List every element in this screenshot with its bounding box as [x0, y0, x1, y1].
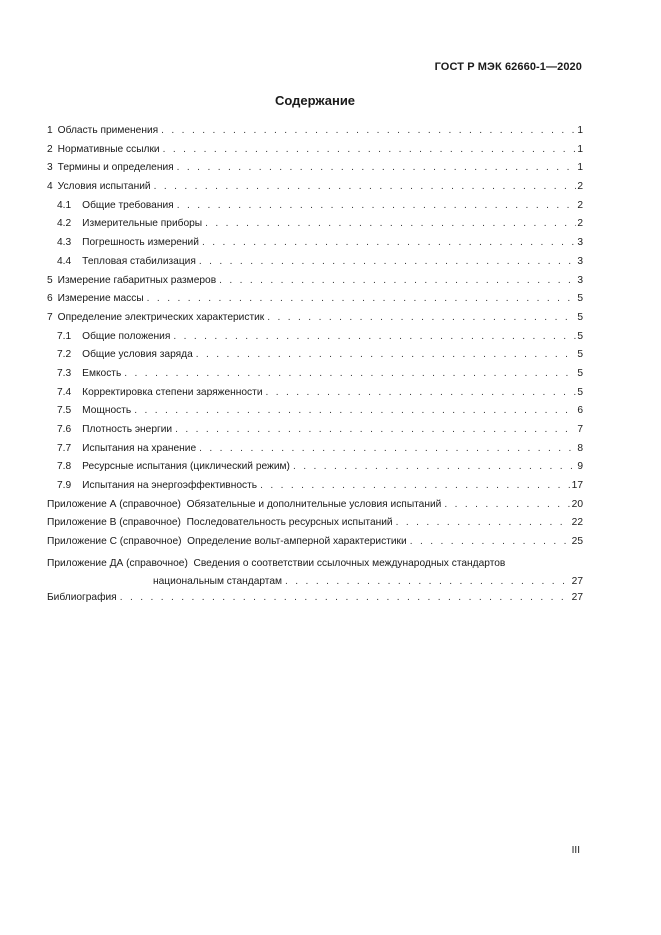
toc-item-4-1[interactable]: [47, 200, 583, 219]
toc-item-number: 1: [47, 125, 53, 136]
toc-item-page: 17: [571, 480, 583, 492]
leader-dots: [396, 517, 571, 529]
toc-item-number: 4.1: [57, 199, 72, 211]
toc-item-page: 5: [577, 349, 583, 361]
leader-dots: [124, 368, 576, 380]
toc-item-7-9[interactable]: [47, 480, 583, 499]
toc-item-label: Измерение массы: [57, 293, 144, 305]
leader-dots: [120, 592, 571, 604]
toc-item-page: 6: [577, 405, 583, 417]
toc-item-4-2[interactable]: [47, 218, 583, 237]
toc-item-page: 3: [577, 255, 583, 267]
toc-item-page: 27: [571, 591, 583, 603]
toc-item-number: 4.4: [57, 255, 72, 267]
toc-item-label: Приложение ДА (справочное) Сведения о соответствии ссылочных международных стандартов: [47, 557, 506, 569]
toc-item-label: Определение электрических характеристик: [57, 311, 265, 323]
toc-item-number: 7.3: [57, 367, 72, 379]
toc-item-label: Погрешность измерений: [82, 237, 199, 249]
toc-item-number: 7: [47, 311, 53, 323]
toc-item-label: Общие требования: [82, 199, 174, 211]
toc-item-3[interactable]: [47, 162, 583, 181]
leader-dots: [177, 200, 577, 212]
toc-item-page: 3: [577, 274, 583, 286]
toc-item-number: 4.2: [57, 218, 72, 230]
toc-item-label: Тепловая стабилизация: [82, 255, 196, 267]
leader-dots: [285, 573, 571, 592]
toc-item-4-3[interactable]: [47, 237, 583, 256]
toc-item-label: Измерительные приборы: [82, 218, 203, 230]
leader-dots: [154, 181, 577, 193]
leader-dots: [219, 275, 576, 287]
toc-item-number: 2: [47, 143, 53, 155]
toc-item-7-1[interactable]: [47, 331, 583, 350]
toc-item-label: Плотность энергии: [82, 424, 173, 435]
toc-item-5[interactable]: [47, 275, 583, 294]
toc-item-7-7[interactable]: [47, 443, 583, 462]
toc-item-label: Корректировка степени заряженности: [82, 386, 263, 398]
toc-item-page: 1: [577, 143, 583, 155]
toc-item-page: 8: [577, 442, 583, 454]
toc-item-label: Термины и определения: [57, 162, 174, 174]
leader-dots: [205, 218, 576, 230]
toc-item-label: Приложение А (справочное) Обязательные и дополнительные условия испытаний: [47, 498, 442, 510]
toc-item-7-8[interactable]: [47, 461, 583, 480]
toc-item-7-4[interactable]: [47, 387, 583, 406]
leader-dots: [444, 499, 570, 511]
toc-item-7-3[interactable]: [47, 368, 583, 387]
leader-dots: [177, 162, 577, 174]
toc-item-page: 27: [571, 576, 583, 588]
leader-dots: [199, 443, 576, 455]
toc-item-page: 2: [577, 181, 583, 193]
toc-item-label: Условия испытаний: [57, 181, 151, 193]
toc-item-label: Приложение В (справочное) Последовательность ресурсных испытаний: [47, 517, 393, 529]
toc-item-number: 3: [47, 162, 53, 174]
leader-dots: [147, 293, 577, 305]
toc-item-number: 4.3: [57, 237, 72, 249]
toc-item-page: 5: [577, 367, 583, 379]
toc-appendix-da[interactable]: [47, 555, 583, 592]
toc-item-label: Нормативные ссылки: [57, 143, 160, 155]
toc-item-2[interactable]: [47, 144, 583, 163]
leader-dots: [161, 125, 576, 137]
toc-item-page: 1: [577, 162, 583, 174]
toc-item-page: 5: [577, 311, 583, 323]
toc-item-number: 7.4: [57, 386, 72, 398]
toc-item-number: 6: [47, 293, 53, 305]
toc-bibliography[interactable]: [47, 592, 583, 611]
leader-dots: [196, 349, 577, 361]
toc-item-page: 9: [577, 461, 583, 473]
toc-item-page: 1: [577, 125, 583, 136]
toc-item-number: 7.9: [57, 480, 72, 492]
toc-item-label: Библиография: [47, 591, 117, 603]
toc-item-page: 5: [577, 293, 583, 305]
toc-item-number: 7.6: [57, 424, 72, 435]
leader-dots: [175, 424, 576, 436]
toc-item-page: 22: [571, 517, 583, 529]
page-number: III: [571, 845, 580, 856]
toc-item-number: 5: [47, 274, 53, 286]
toc-item-page: 20: [571, 498, 583, 510]
leader-dots: [173, 331, 576, 343]
toc-appendix-a[interactable]: [47, 499, 583, 518]
leader-dots: [260, 480, 571, 492]
leader-dots: [293, 461, 576, 473]
toc-item-7-5[interactable]: [47, 405, 583, 424]
toc-item-page: 2: [577, 218, 583, 230]
page-title: Содержание: [274, 93, 356, 108]
toc-item-label: Общие положения: [82, 330, 171, 342]
toc-item-page: 3: [577, 237, 583, 249]
toc-item-6[interactable]: [47, 293, 583, 312]
toc-item-label: Испытания на хранение: [82, 442, 197, 454]
toc-appendix-c[interactable]: [47, 536, 583, 555]
toc-item-label: Мощность: [82, 405, 132, 417]
toc-item-4-4[interactable]: [47, 256, 583, 275]
toc-item-1[interactable]: [47, 125, 583, 144]
toc-item-label: Приложение С (справочное) Определение вольт-амперной характеристики: [47, 536, 407, 548]
toc-item-7-2[interactable]: [47, 349, 583, 368]
toc-item-page: 7: [577, 424, 583, 435]
leader-dots: [163, 144, 577, 156]
toc-item-7-6[interactable]: [47, 424, 583, 443]
toc-item-label: Емкость: [82, 367, 122, 379]
leader-dots: [410, 536, 571, 548]
toc-item-4[interactable]: [47, 181, 583, 200]
toc-item-label: Область применения: [57, 125, 159, 136]
toc-item-number: 7.7: [57, 442, 72, 454]
toc-item-number: 7.5: [57, 405, 72, 417]
leader-dots: [199, 256, 576, 268]
leader-dots: [134, 405, 576, 417]
toc-item-page: 2: [577, 199, 583, 211]
toc-item-page: 25: [571, 536, 583, 548]
toc-item-number: 7.8: [57, 461, 72, 473]
leader-dots: [267, 312, 576, 324]
leader-dots: [266, 387, 577, 399]
toc-item-label-continued: национальным стандартам: [153, 576, 283, 588]
toc-item-7[interactable]: [47, 312, 583, 331]
toc-appendix-b[interactable]: [47, 517, 583, 536]
table-of-contents: [47, 125, 583, 611]
toc-item-number: 7.1: [57, 330, 72, 342]
toc-item-label: Измерение габаритных размеров: [57, 274, 217, 286]
toc-item-page: 5: [577, 330, 583, 342]
toc-item-number: 7.2: [57, 349, 72, 361]
toc-item-label: Ресурсные испытания (циклический режим): [82, 461, 290, 473]
toc-item-label: Испытания на энергоэффективность: [82, 480, 258, 492]
toc-item-page: 5: [577, 386, 583, 398]
leader-dots: [202, 237, 576, 249]
document-code: ГОСТ Р МЭК 62660-1—2020: [434, 61, 582, 73]
toc-item-number: 4: [47, 181, 53, 193]
toc-item-label: Общие условия заряда: [82, 349, 193, 361]
